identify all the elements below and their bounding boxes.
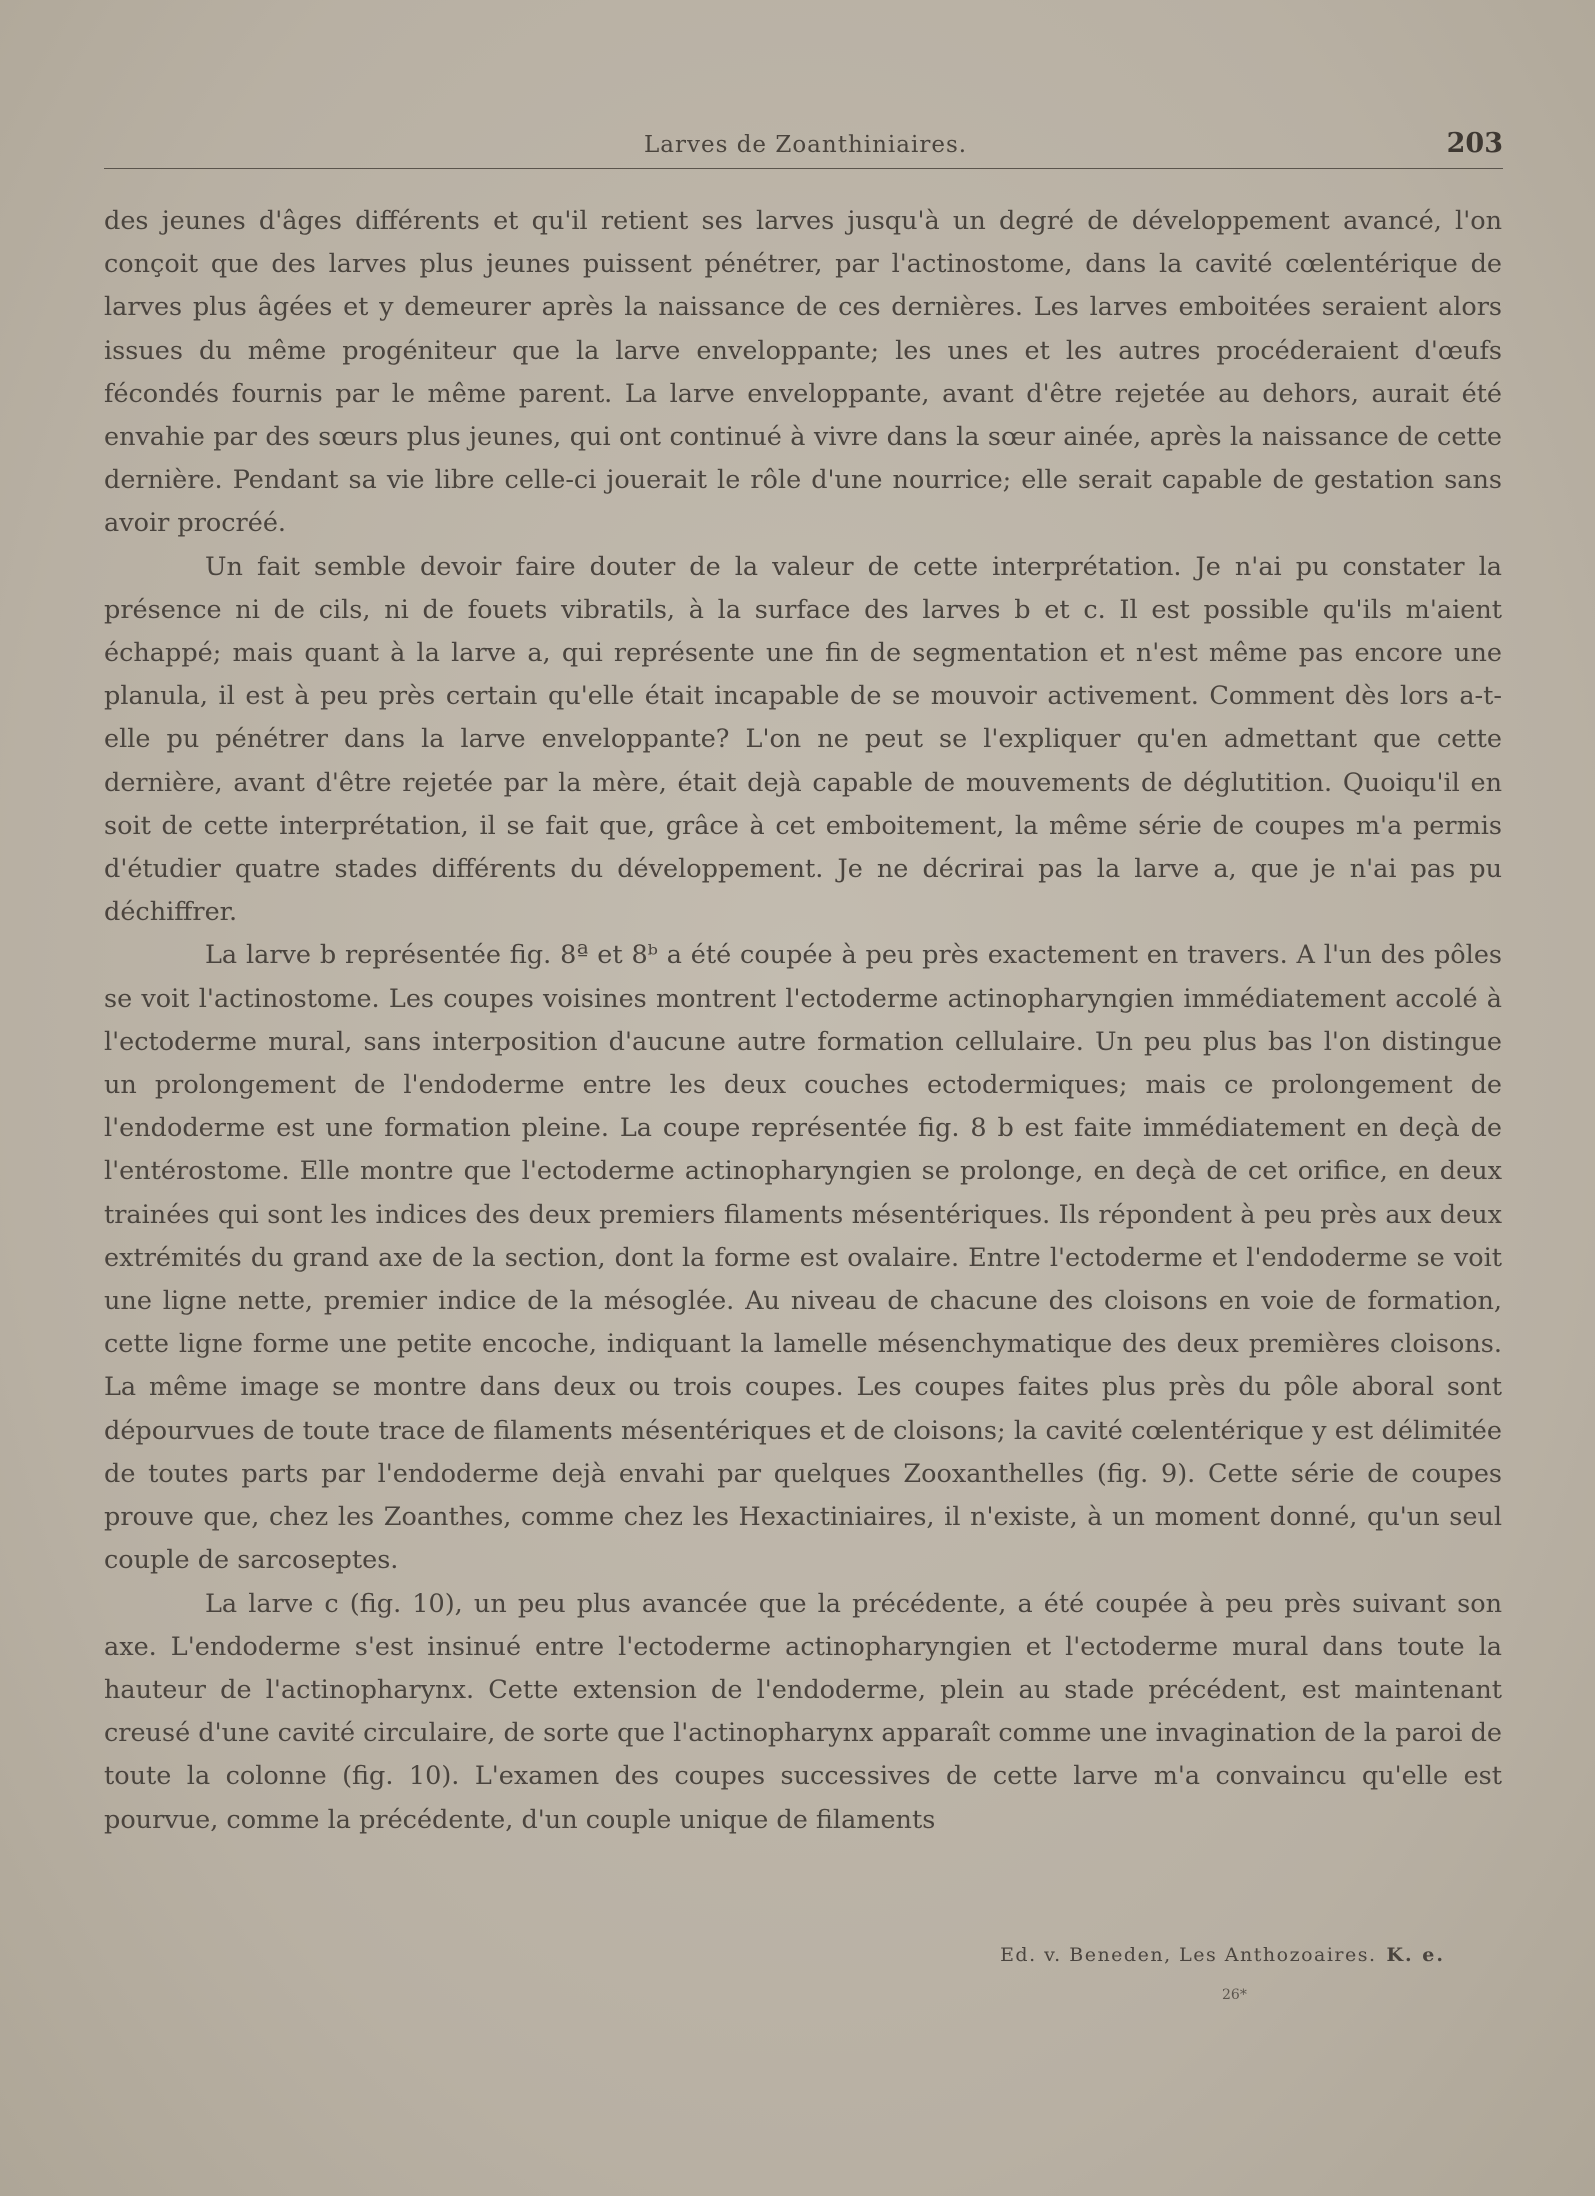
paragraph-3: La larve b représentée fig. 8ª et 8ᵇ a été coupée à peu près exactement en travers. A l'un des pôles se voit l'actinostome. Les coupes voisines montrent l'ectoderme actinopharyngien immédiatement accolé à l'ectoderme mural, sans interposition d'aucune autre formation cellulaire. Un peu plus bas l'on distingue un prolongement de l'endoderme entre les deux couches ectodermiques; mais ce prolongement de l'endoderme est une formation pleine. La coupe représentée fig. 8 b est faite immédiatement en deçà de l'entérostome. Elle montre que l'ectoderme actinopharyngien se prolonge, en deçà de cet orifice, en deux trainées qui sont les indices des deux premiers filaments mésentériques. Ils répondent à peu près aux deux extrémités du grand axe de la section, dont la forme est ovalaire. Entre l'ectoderme et l'endoderme se voit une ligne nette, premier indice de la mésoglée. Au niveau de chacune des cloisons en voie de formation, cette ligne forme une petite encoche, indiquant la lamelle mésenchymatique des deux premières cloisons. La même image se montre dans deux ou trois coupes. Les coupes faites plus près du pôle aboral sont dépourvues de toute trace de filaments mésentériques et de cloisons; la cavité cœlentérique y est délimitée de toutes parts par l'endoderme dejà envahi par quelques Zooxanthelles (fig. 9). Cette série de coupes prouve que, chez les Zoanthes, comme chez les Hexactiniaires, il n'existe, à un moment donné, qu'un seul couple de sarcoseptes. <box>104 940 1502 1576</box>
paragraph-2: Un fait semble devoir faire douter de la valeur de cette interprétation. Je n'ai pu constater la présence ni de cils, ni de fouets vibratils, à la surface des larves b et c. Il est possible qu'ils m'aient échappé; mais quant à la larve a, qui représente une fin de segmentation et n'est même pas encore une planula, il est à peu près certain qu'elle était incapable de se mouvoir activement. Comment dès lors a-t-elle pu pénétrer dans la larve enveloppante? L'on ne peut se l'expliquer qu'en admettant que cette dernière, avant d'être rejetée par la mère, était dejà capable de mouvements de déglutition. Quoiqu'il en soit de cette interprétation, il se fait que, grâce à cet emboitement, la même série de coupes m'a permis d'étudier quatre stades différents du développement. Je ne décrirai pas la larve a, que je n'ai pas pu déchiffrer. <box>104 551 1502 928</box>
running-header <box>104 128 1503 169</box>
sheet-mark: 26* <box>1222 1987 1247 2003</box>
signature-mark: K. e. <box>1386 1944 1445 1966</box>
running-title: Larves de Zoanthiniaires. <box>644 132 968 158</box>
footer-signature <box>1000 1944 1445 1966</box>
paragraph-1: des jeunes d'âges différents et qu'il retient ses larves jusqu'à un degré de développement avancé, l'on conçoit que des larves plus jeunes puissent pénétrer, par l'actinostome, dans la cavité cœlentérique de larves plus âgées et y demeurer après la naissance de ces dernières. Les larves emboitées seraient alors issues du même progéniteur que la larve enveloppante; les unes et les autres procéderaient d'œufs fécondés fournis par le même parent. La larve enveloppante, avant d'être rejetée au dehors, aurait été envahie par des sœurs plus jeunes, qui ont continué à vivre dans la sœur ainée, après la naissance de cette dernière. Pendant sa vie libre celle-ci jouerait le rôle d'une nourrice; elle serait capable de gestation sans avoir procréé. <box>104 206 1502 539</box>
paragraph-4: La larve c (fig. 10), un peu plus avancée que la précédente, a été coupée à peu près suivant son axe. L'endoderme s'est insinué entre l'ectoderme actinopharyngien et l'ectoderme mural dans toute la hauteur de l'actinopharynx. Cette extension de l'endoderme, plein au stade précédent, est maintenant creusé d'une cavité circulaire, de sorte que l'actinopharynx apparaît comme une invagination de la paroi de toute la colonne (fig. 10). L'examen des coupes successives de cette larve m'a convaincu qu'elle est pourvue, comme la précédente, d'un couple unique de filaments <box>104 1588 1502 1835</box>
body-text <box>104 200 1502 1842</box>
signature-text: Ed. v. Beneden, Les Anthozoaires. <box>1000 1944 1377 1966</box>
page-number: 203 <box>1446 128 1503 159</box>
